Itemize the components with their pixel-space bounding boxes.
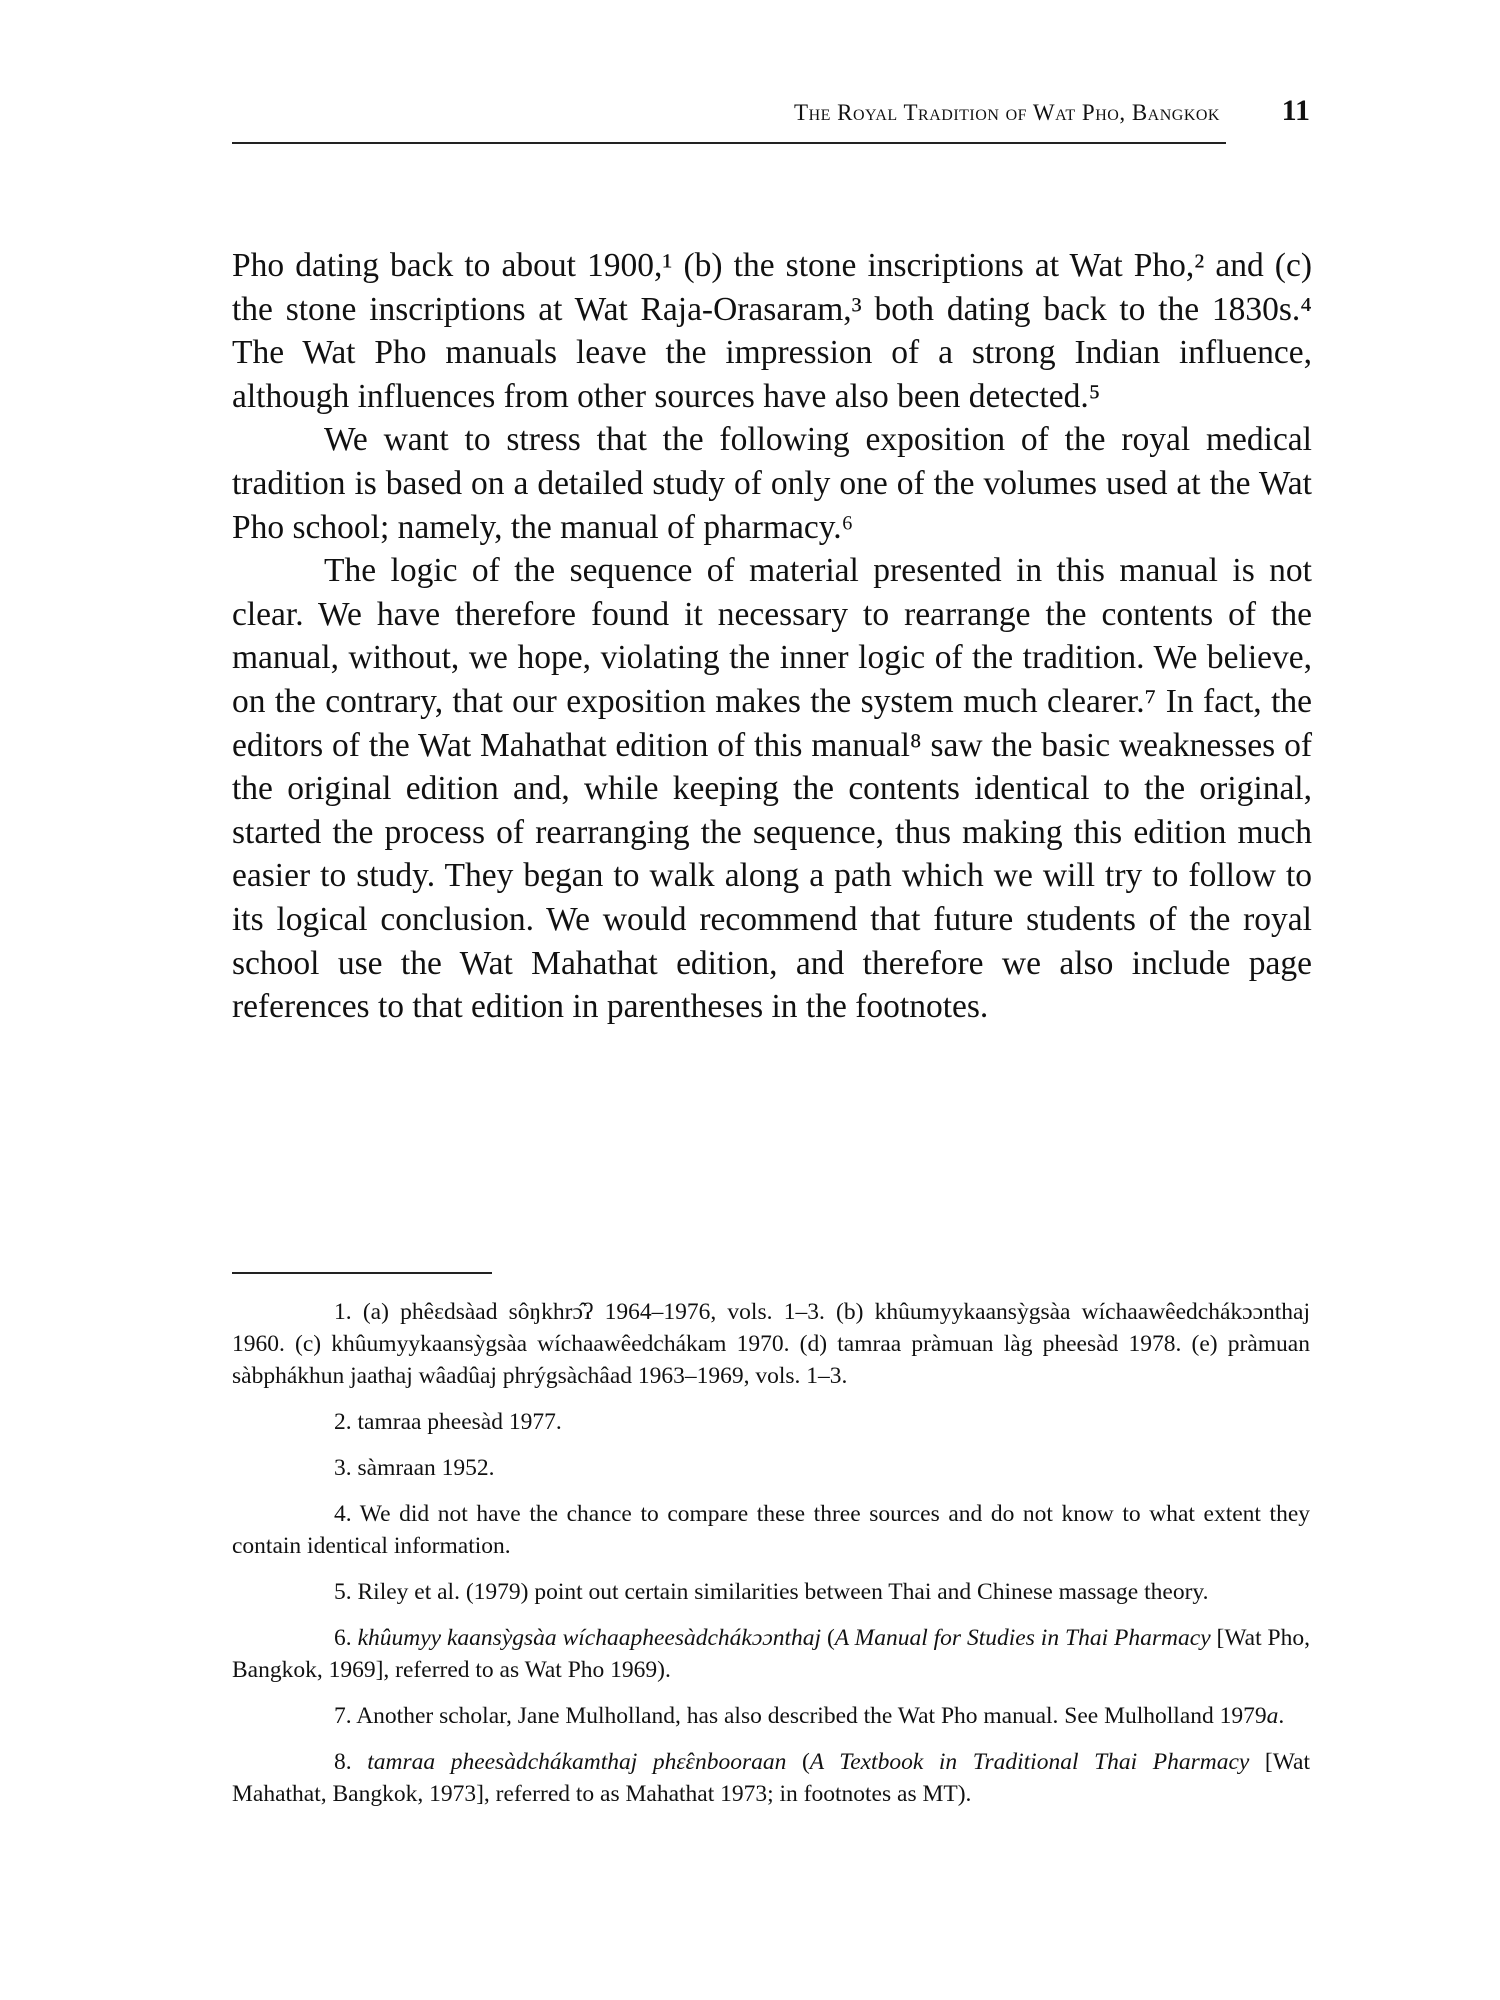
footnote-6-translation: A Manual for Studies in Thai Pharmacy [834,1625,1211,1651]
footnote-8-title: tamraa pheesàdchákamthaj phɛ̂ɛnbooraan [367,1749,787,1775]
footnote-rule [232,1272,492,1274]
header-rule [232,142,1226,144]
footnote-6-title: khûumyy kaansỳgsàa wíchaapheesàdchákɔɔnthaj [357,1625,821,1651]
body-paragraph-3: The logic of the sequence of material presented in this manual is not clear. We have therefore found it necessary to rearrange the contents of the manual, without, we hope, violating the inner logic of the tradition. We believe, on the contrary, that our exposition makes the system much clearer.⁷ In fact, the editors of the Wat Mahathat edition of this manual⁸ saw the basic weaknesses of the original edition and, while keeping the contents identical to the original, started the process of rearranging the sequence, thus making this edition much easier to study. They began to walk along a path which we will try to follow to its logical conclusion. We would recommend that future students of the royal school use the Wat Mahathat edition, and therefore we also include page references to that edition in parentheses in the footnotes. [232,552,1312,1026]
footnote-8-number: 8. [334,1749,352,1775]
footnote-8 [232,1746,1310,1810]
footnote-7-end: . [1278,1703,1285,1729]
footnote-4: 4. We did not have the chance to compare these three sources and do not know to what extent they contain identical information. [232,1501,1310,1559]
body-text [232,244,1312,1029]
footnote-2: 2. tamraa pheesàd 1977. [334,1409,562,1435]
footnote-6-number: 6. [334,1625,352,1651]
body-paragraph-1: Pho dating back to about 1900,¹ (b) the stone inscriptions at Wat Pho,² and (c) the stone inscriptions at Wat Raja-Orasaram,³ both dating back to the 1830s.⁴ The Wat Pho manuals leave the impression of a strong Indian influence, although influences from other sources have also been detected.⁵ [232,247,1312,415]
footnote-6 [232,1622,1310,1686]
footnote-3: 3. sàmraan 1952. [334,1455,495,1481]
footnote-7-suffix: a [1266,1703,1279,1729]
footnote-6-rest: [Wat Pho, Bangkok, 1969], referred to as Wat Pho 1969). [232,1625,1311,1683]
footnote-7-text: 7. Another scholar, Jane Mulholland, has also described the Wat Pho manual. See Mulholland 1979 [334,1703,1267,1729]
footnotes [232,1296,1310,1824]
body-paragraph-2: We want to stress that the following exposition of the royal medical tradition is based on a detailed study of only one of the volumes used at the Wat Pho school; namely, the manual of pharmacy.⁶ [232,421,1312,546]
footnote-8-paren: ( [801,1749,810,1775]
footnote-8-rest: [Wat Mahathat, Bangkok, 1973], referred to as Mahathat 1973; in footnotes as MT). [232,1749,1311,1807]
footnote-7 [232,1700,1310,1732]
footnote-1: 1. (a) phêɛdsàad sôŋkhrɔ̂ʔ 1964–1976, vols. 1–3. (b) khûumyykaansỳgsàa wíchaawêedchákɔɔnthaj 1960. (c) khûumyykaansỳgsàa wíchaawêedchákam 1970. (d) tamraa pràmuan làg pheesàd 1978. (e) pràmuan sàbphákhun jaathaj wâadûaj phrýgsàchâad 1963–1969, vols. 1–3. [232,1299,1310,1389]
footnote-5: 5. Riley et al. (1979) point out certain similarities between Thai and Chinese massage theory. [334,1579,1209,1605]
footnote-8-translation: A Textbook in Traditional Thai Pharmacy [809,1749,1250,1775]
running-title: The Royal Tradition of Wat Pho, Bangkok [794,100,1220,125]
footnote-6-paren: ( [826,1625,835,1651]
page-number: 11 [1281,94,1310,127]
running-head [232,94,1310,148]
